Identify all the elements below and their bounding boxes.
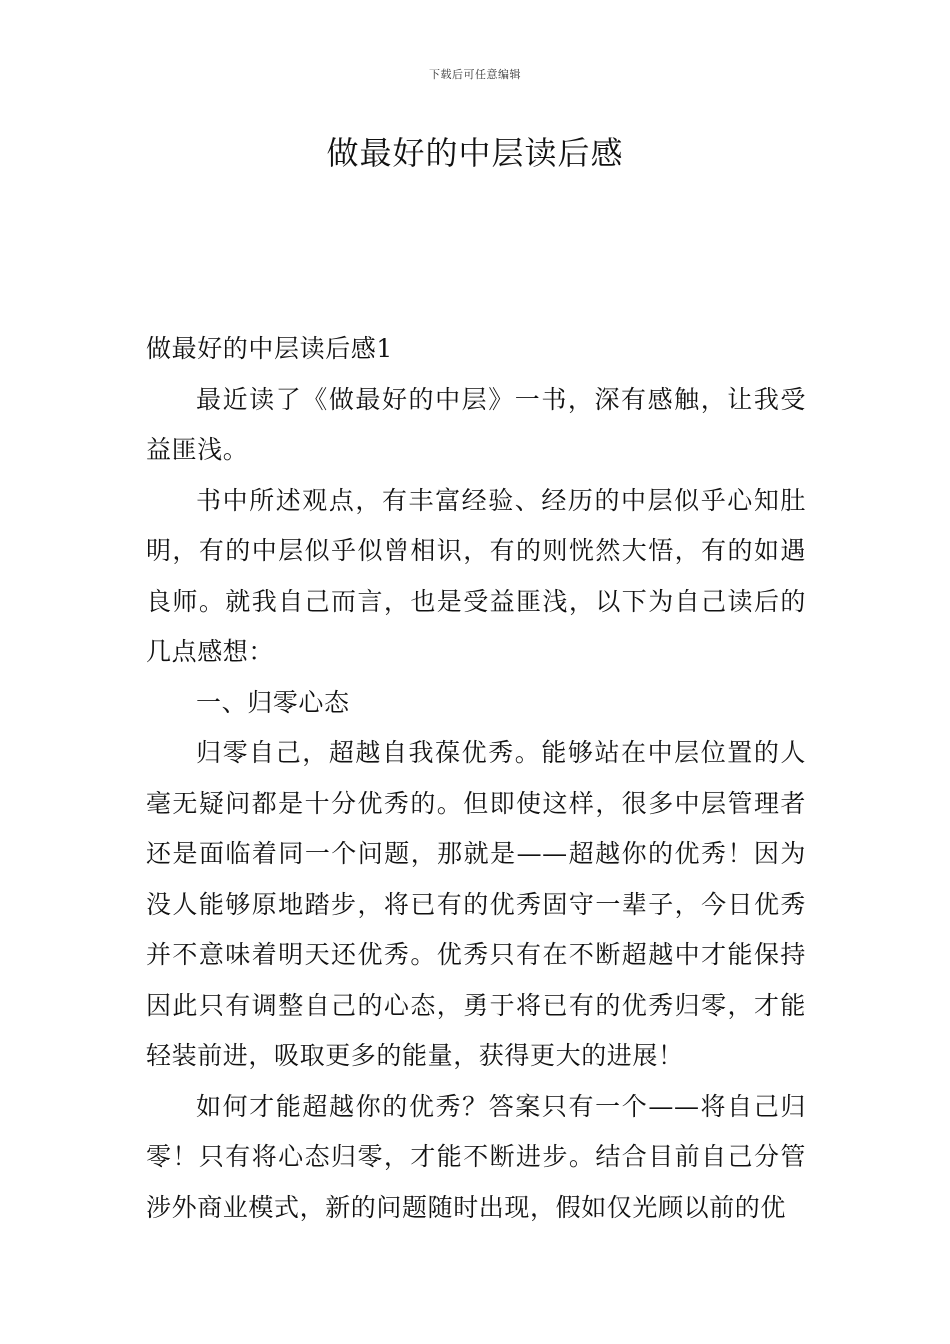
header-note: 下载后可任意编辑: [429, 68, 521, 81]
paragraph: 书中所述观点，有丰富经验、经历的中层似乎心知肚明，有的中层似乎似曾相识，有的则恍然大悟，有的如遇良师。就我自己而言，也是受益匪浅，以下为自己读后的几点感想：: [146, 485, 806, 666]
paragraph: 最近读了《做最好的中层》一书，深有感触，让我受益匪浅。: [146, 384, 806, 464]
paragraph: 如何才能超越你的优秀？答案只有一个——将自己归零！只有将心态归零，才能不断进步。结合目前自己分管涉外商业模式，新的问题随时出现，假如仅光顾以前的优: [146, 1091, 806, 1222]
section-heading: 一、归零心态: [196, 687, 350, 717]
document-body: [146, 324, 806, 1233]
paragraph-subtitle: 做最好的中层读后感1: [146, 334, 393, 363]
paragraph: 归零自己，超越自我葆优秀。能够站在中层位置的人毫无疑问都是十分优秀的。但即使这样，很多中层管理者还是面临着同一个问题，那就是——超越你的优秀！因为没人能够原地踏步，将已有的优秀固守一辈子，今日优秀并不意味着明天还优秀。优秀只有在不断超越中才能保持因此只有调整自己的心态，勇于将已有的优秀归零，才能轻装前进，吸取更多的能量，获得更大的进展！: [146, 738, 806, 1070]
document-title: 做最好的中层读后感: [326, 134, 624, 172]
